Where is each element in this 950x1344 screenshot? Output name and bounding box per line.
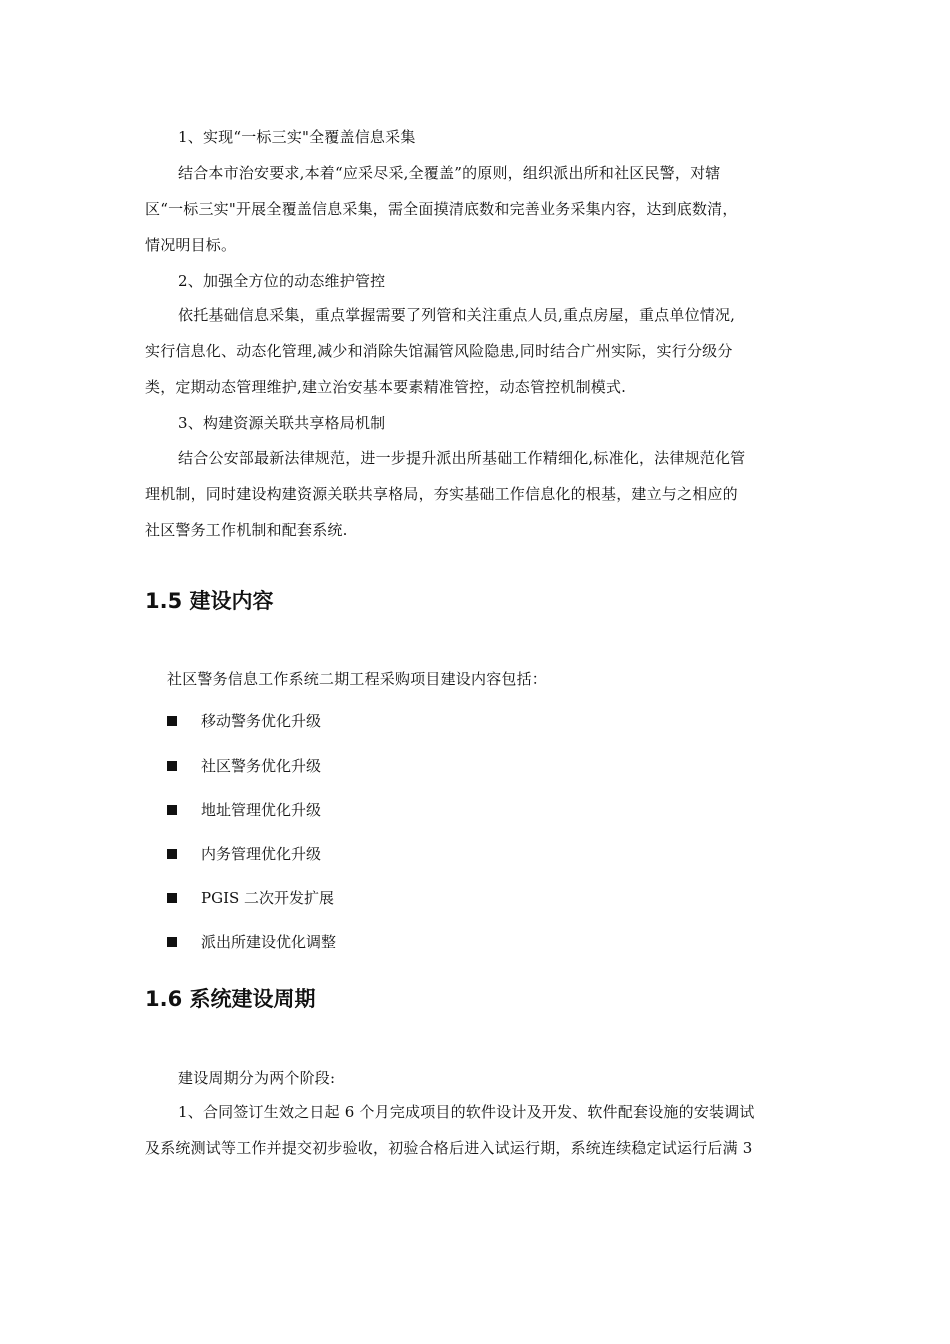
list-item-label: PGIS 二次开发扩展 bbox=[201, 889, 335, 907]
item2-line-3: 类，定期动态管理维护,建立治安基本要素精准管控，动态管控机制模式. bbox=[145, 378, 627, 396]
item3-line-3: 社区警务工作机制和配套系统. bbox=[145, 521, 348, 539]
item1-title: 1、实现“一标三实"全覆盖信息采集 bbox=[178, 128, 416, 146]
list-item-label: 内务管理优化升级 bbox=[201, 845, 322, 863]
item1-line-2: 区“一标三实"开展全覆盖信息采集，需全面摸清底数和完善业务采集内容，达到底数清， bbox=[145, 200, 738, 218]
square-bullet-icon bbox=[167, 893, 177, 903]
item2-line-2: 实行信息化、动态化管理,减少和消除失馆漏管风险隐患,同时结合广州实际，实行分级分 bbox=[145, 342, 733, 360]
item3-line-2: 理机制，同时建设构建资源关联共享格局，夯实基础工作信息化的根基，建立与之相应的 bbox=[145, 485, 738, 503]
list-item-label: 移动警务优化升级 bbox=[201, 712, 322, 730]
section-1-5-heading: 1.5 建设内容 bbox=[145, 589, 274, 613]
section-1-6-intro: 建设周期分为两个阶段: bbox=[178, 1069, 336, 1087]
item1-line-3: 情况明目标。 bbox=[145, 236, 237, 254]
square-bullet-icon bbox=[167, 761, 177, 771]
square-bullet-icon bbox=[167, 716, 177, 726]
section-1-6-line-2: 及系统测试等工作并提交初步验收，初验合格后进入试运行期，系统连续稳定试运行后满 3 bbox=[145, 1139, 753, 1157]
item1-line-1: 结合本市治安要求,本着“应采尽采,全覆盖”的原则，组织派出所和社区民警，对辖 bbox=[178, 164, 721, 182]
square-bullet-icon bbox=[167, 805, 177, 815]
item2-line-1: 依托基础信息采集，重点掌握需要了列管和关注重点人员,重点房屋，重点单位情况, bbox=[178, 306, 736, 324]
square-bullet-icon bbox=[167, 937, 177, 947]
item2-title: 2、加强全方位的动态维护管控 bbox=[178, 272, 386, 290]
section-1-5-intro: 社区警务信息工作系统二期工程采购项目建设内容包括： bbox=[167, 670, 548, 688]
item3-line-1: 结合公安部最新法律规范，进一步提升派出所基础工作精细化,标准化，法律规范化管 bbox=[178, 449, 746, 467]
list-item-label: 地址管理优化升级 bbox=[201, 801, 322, 819]
list-item-label: 社区警务优化升级 bbox=[201, 757, 322, 775]
item3-title: 3、构建资源关联共享格局机制 bbox=[178, 414, 386, 432]
section-1-6-heading: 1.6 系统建设周期 bbox=[145, 987, 316, 1011]
section-1-6-line-1: 1、合同签订生效之日起 6 个月完成项目的软件设计及开发、软件配套设施的安装调试 bbox=[178, 1103, 755, 1121]
list-item-label: 派出所建设优化调整 bbox=[201, 933, 337, 951]
square-bullet-icon bbox=[167, 849, 177, 859]
